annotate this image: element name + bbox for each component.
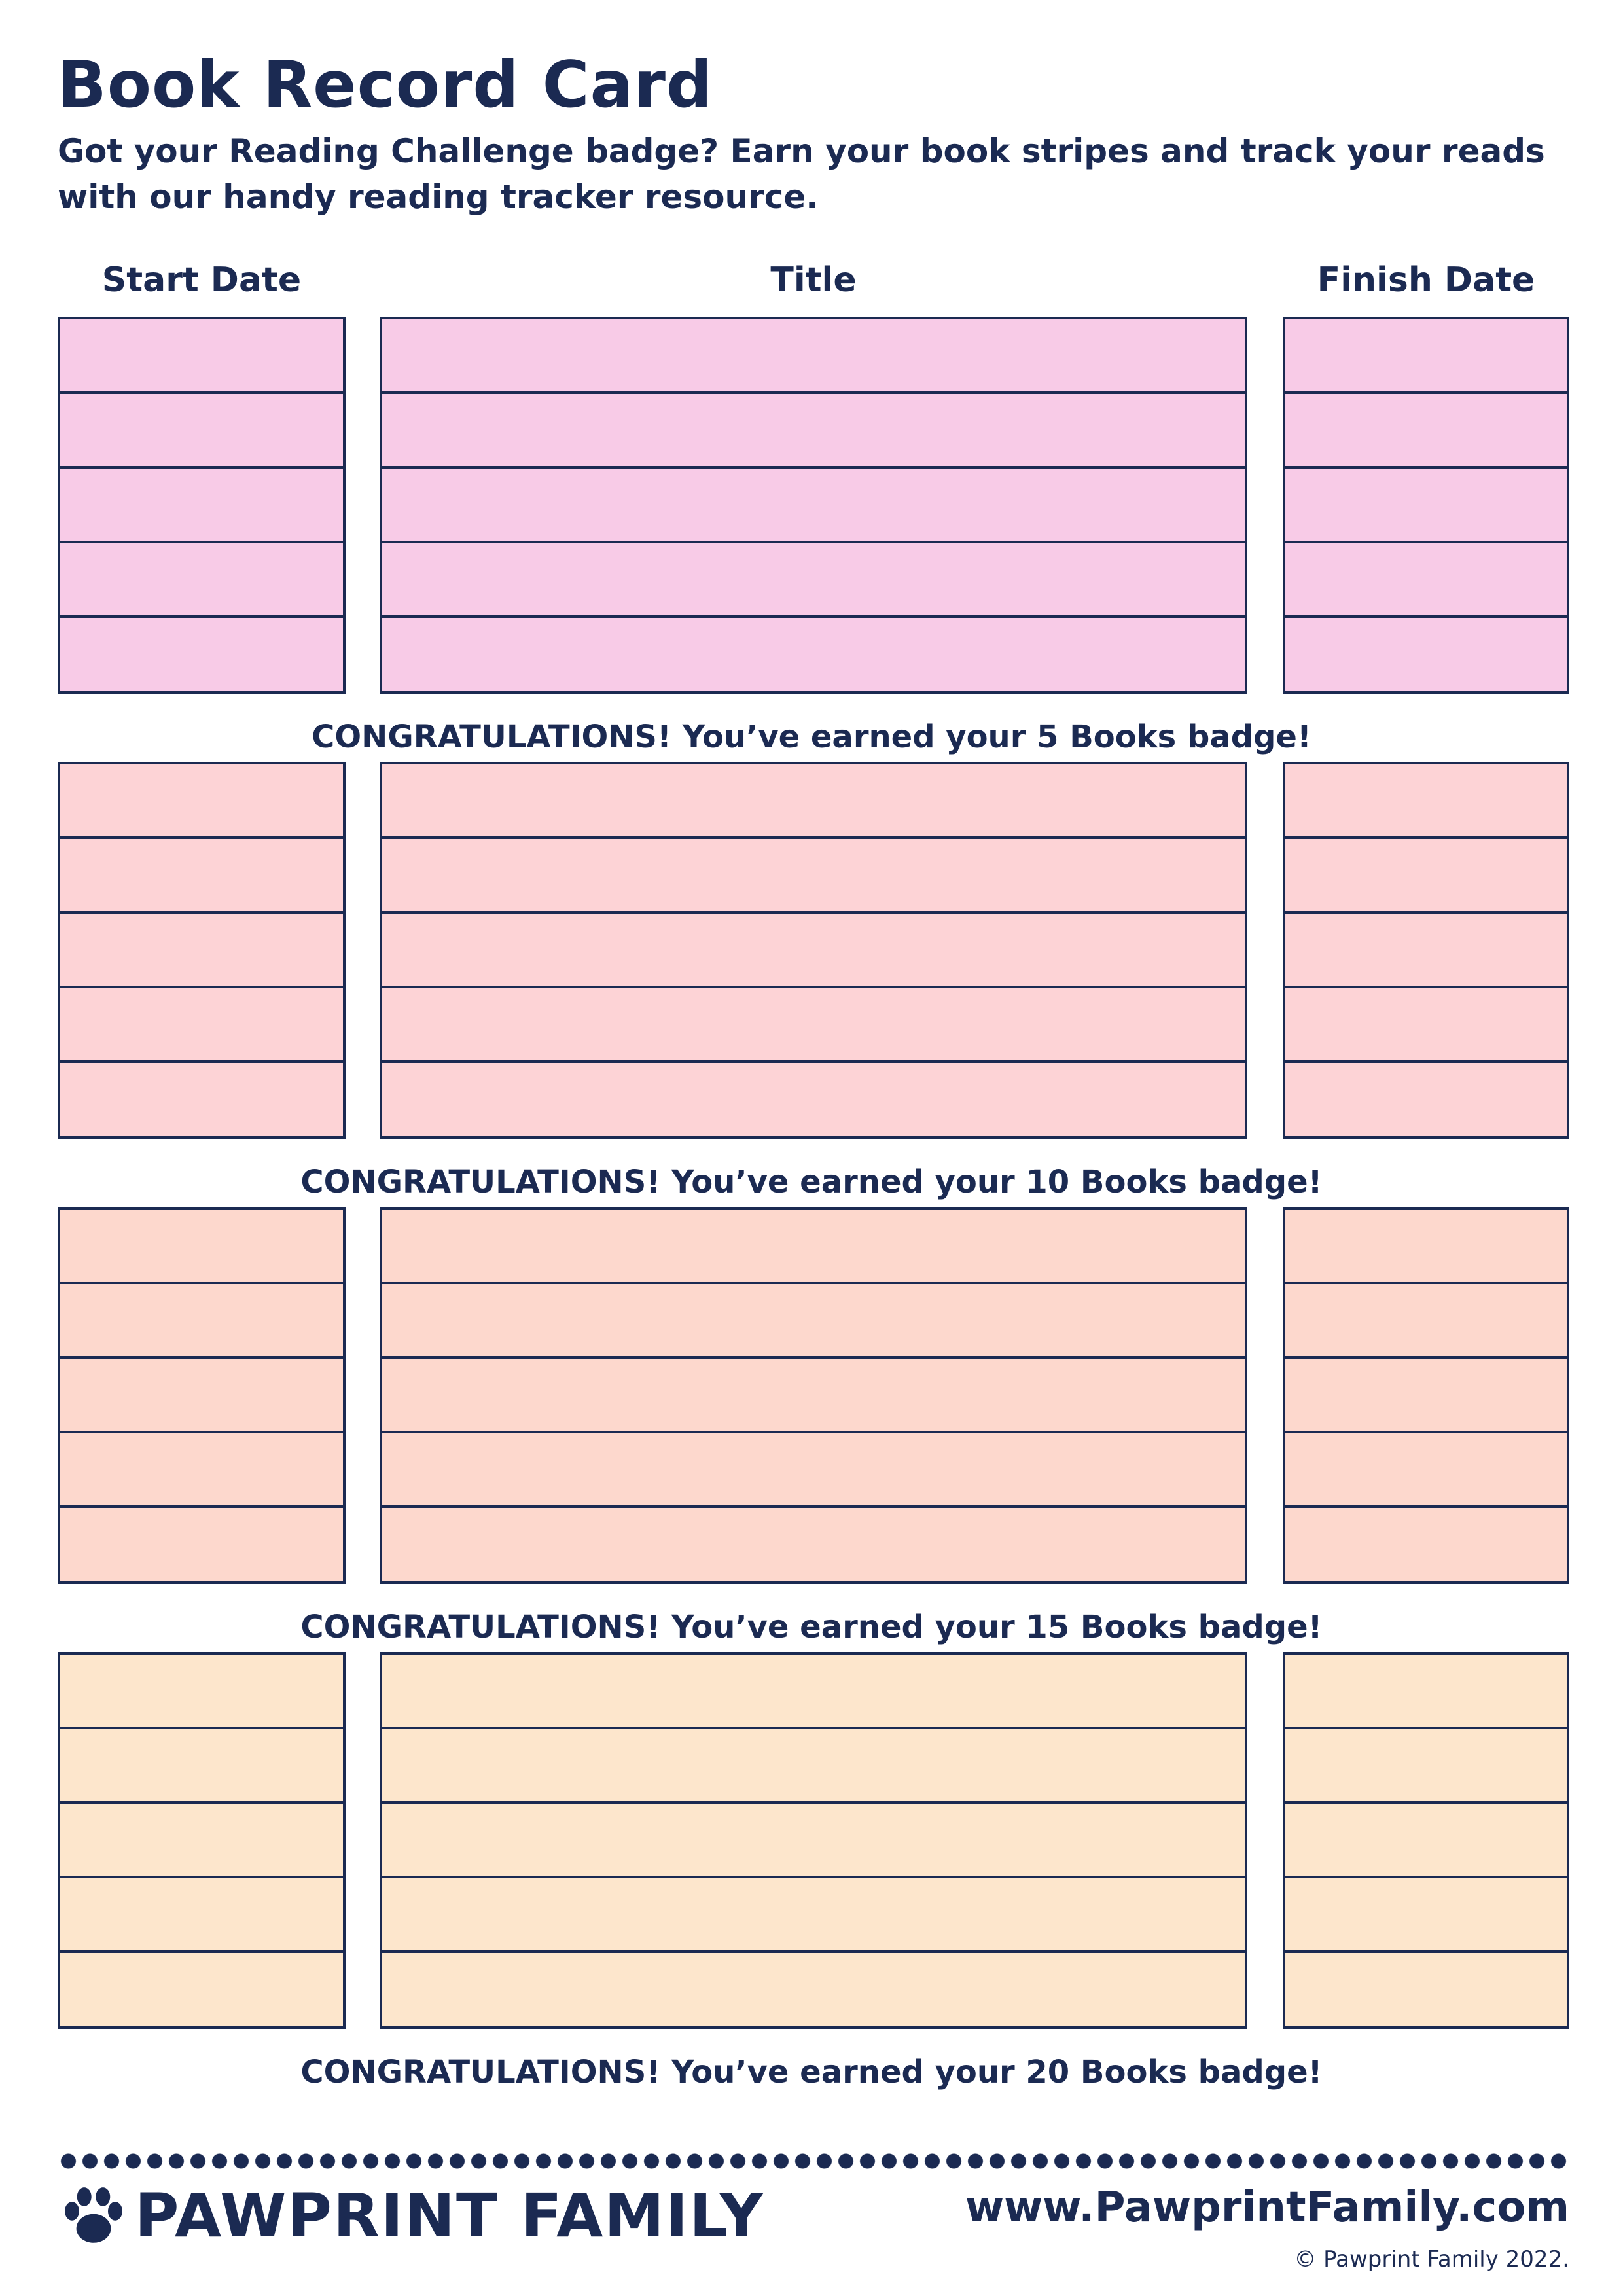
finish-date-cells (1283, 317, 1569, 694)
brand-logo (58, 2179, 764, 2251)
entry-row[interactable] (1285, 1284, 1567, 1359)
title-cells (380, 1652, 1247, 2029)
entry-row[interactable] (1285, 618, 1567, 691)
entry-row[interactable] (382, 839, 1245, 914)
entry-row[interactable] (382, 988, 1245, 1063)
entry-row[interactable] (382, 1284, 1245, 1359)
entry-row[interactable] (60, 1878, 343, 1953)
entry-row[interactable] (382, 1508, 1245, 1581)
entry-row[interactable] (382, 394, 1245, 469)
entry-row[interactable] (60, 1063, 343, 1136)
entry-row[interactable] (382, 1063, 1245, 1136)
entry-row[interactable] (60, 1729, 343, 1804)
entry-row[interactable] (1285, 914, 1567, 988)
paw-print-icon (58, 2179, 130, 2251)
title-cells (380, 1207, 1247, 1584)
congrats-message: CONGRATULATIONS! You’ve earned your 5 Books badge! (312, 719, 1311, 755)
brand-name: PAWPRINT FAMILY (135, 2180, 764, 2251)
entry-row[interactable] (1285, 1953, 1567, 2026)
entry-row[interactable] (382, 1210, 1245, 1284)
start-date-cells (58, 1652, 346, 2029)
copyright-text: © Pawprint Family 2022. (1294, 2246, 1569, 2272)
entry-row[interactable] (60, 1210, 343, 1284)
entry-row[interactable] (382, 319, 1245, 394)
entry-row[interactable] (60, 1804, 343, 1878)
start-date-cells (58, 762, 346, 1139)
entry-row[interactable] (60, 839, 343, 914)
entry-row[interactable] (382, 1953, 1245, 2026)
entry-row[interactable] (1285, 1804, 1567, 1878)
entry-row[interactable] (1285, 394, 1567, 469)
entry-row[interactable] (60, 1953, 343, 2026)
entry-row[interactable] (382, 1433, 1245, 1508)
finish-date-header: Finish Date (1317, 260, 1535, 300)
entry-row[interactable] (60, 1433, 343, 1508)
entry-row[interactable] (1285, 1878, 1567, 1953)
start-date-cells (58, 317, 346, 694)
entry-row[interactable] (1285, 1210, 1567, 1284)
entry-row[interactable] (60, 1655, 343, 1729)
entry-row[interactable] (60, 319, 343, 394)
finish-date-cells (1283, 1207, 1569, 1584)
website-link[interactable]: www.PawprintFamily.com (965, 2183, 1569, 2232)
entry-row[interactable] (382, 1359, 1245, 1433)
entry-row[interactable] (382, 469, 1245, 543)
entry-row[interactable] (1285, 543, 1567, 618)
entry-row[interactable] (60, 543, 343, 618)
entry-row[interactable] (1285, 1729, 1567, 1804)
congrats-message: CONGRATULATIONS! You’ve earned your 10 Books badge! (300, 1164, 1323, 1200)
entry-row[interactable] (382, 914, 1245, 988)
page-title: Book Record Card (58, 48, 713, 122)
entry-row[interactable] (1285, 1063, 1567, 1136)
title-cells (380, 762, 1247, 1139)
entry-row[interactable] (382, 764, 1245, 839)
entry-row[interactable] (60, 1359, 343, 1433)
entry-row[interactable] (60, 1508, 343, 1581)
intro-text: Got your Reading Challenge badge? Earn your book stripes and track your reads with our handy reading tracker resource. (58, 132, 1545, 216)
start-date-header: Start Date (101, 260, 302, 300)
finish-date-cells (1283, 762, 1569, 1139)
finish-date-cells (1283, 1652, 1569, 2029)
start-date-cells (58, 1207, 346, 1584)
entry-row[interactable] (1285, 1508, 1567, 1581)
entry-row[interactable] (60, 914, 343, 988)
entry-row[interactable] (382, 1878, 1245, 1953)
entry-row[interactable] (1285, 319, 1567, 394)
entry-row[interactable] (60, 618, 343, 691)
congrats-message: CONGRATULATIONS! You’ve earned your 15 Books badge! (300, 1609, 1323, 1645)
dotted-divider (58, 2153, 1569, 2170)
entry-row[interactable] (382, 1655, 1245, 1729)
entry-row[interactable] (1285, 988, 1567, 1063)
entry-row[interactable] (60, 1284, 343, 1359)
entry-row[interactable] (382, 543, 1245, 618)
entry-row[interactable] (382, 1729, 1245, 1804)
entry-row[interactable] (60, 394, 343, 469)
entry-row[interactable] (382, 1804, 1245, 1878)
entry-row[interactable] (1285, 839, 1567, 914)
congrats-message: CONGRATULATIONS! You’ve earned your 20 Books badge! (300, 2054, 1323, 2090)
entry-row[interactable] (1285, 1655, 1567, 1729)
entry-row[interactable] (1285, 1433, 1567, 1508)
entry-row[interactable] (1285, 1359, 1567, 1433)
entry-row[interactable] (1285, 469, 1567, 543)
entry-row[interactable] (60, 764, 343, 839)
title-cells (380, 317, 1247, 694)
entry-row[interactable] (382, 618, 1245, 691)
title-header: Title (770, 260, 857, 300)
entry-row[interactable] (60, 988, 343, 1063)
entry-row[interactable] (60, 469, 343, 543)
entry-row[interactable] (1285, 764, 1567, 839)
